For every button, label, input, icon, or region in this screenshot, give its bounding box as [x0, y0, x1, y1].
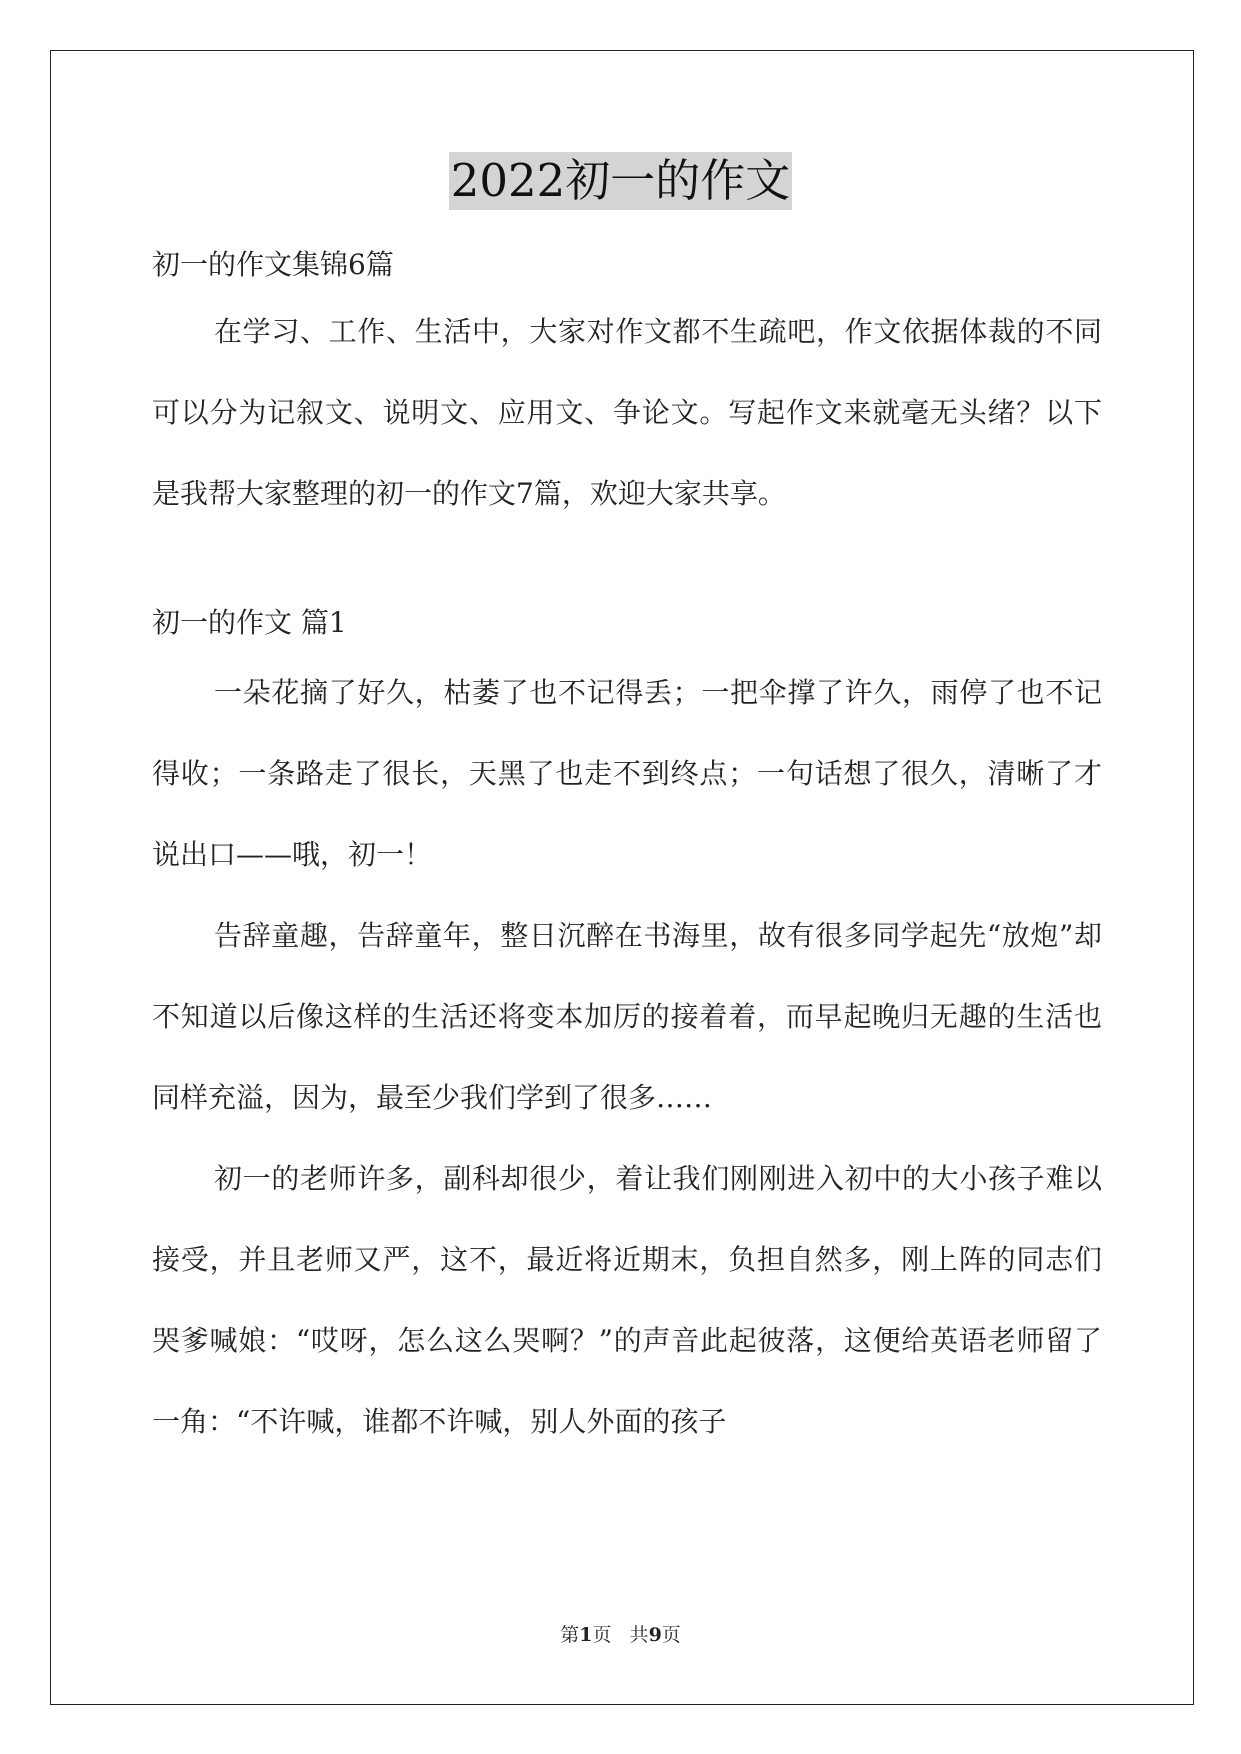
- title-area: [0, 152, 1241, 210]
- footer-page-number: 1: [579, 1624, 593, 1646]
- footer-prefix: 第: [560, 1624, 580, 1646]
- body-paragraph: 一朵花摘了好久，枯萎了也不记得丢；一把伞撑了许久，雨停了也不记得收；一条路走了很长，天黑了也走不到终点；一句话想了很久，清晰了才说出口——哦，初一！: [152, 676, 1102, 871]
- body-paragraph: 初一的老师许多，副科却很少，着让我们刚刚进入初中的大小孩子难以接受，并且老师又严，这不，最近将近期末，负担自然多，刚上阵的同志们哭爹喊娘：“哎呀，怎么这么哭啊？”的声音此起彼落，这便给英语老师留了一角：“不许喊，谁都不许喊，别人外面的孩子: [152, 1162, 1102, 1438]
- intro-paragraph: 在学习、工作、生活中，大家对作文都不生疏吧，作文依据体裁的不同可以分为记叙文、说明文、应用文、争论文。写起作文来就毫无头绪？以下是我帮大家整理的初一的作文7篇，欢迎大家共享。: [152, 315, 1102, 510]
- document-title: 2022初一的作文: [449, 152, 793, 210]
- document-subtitle: 初一的作文集锦6篇: [152, 248, 394, 281]
- body-paragraph: 告辞童趣，告辞童年，整日沉醉在书海里，故有很多同学起先“放炮”却不知道以后像这样的生活还将变本加厉的接着着，而早起晚归无趣的生活也同样充溢，因为，最至少我们学到了很多……: [152, 919, 1102, 1114]
- section-heading: 初一的作文 篇1: [152, 606, 347, 639]
- footer-total-pages: 9: [648, 1624, 662, 1646]
- footer-mid: 页 共: [592, 1624, 649, 1646]
- intro-paragraph-block: [152, 291, 1102, 534]
- footer-suffix: 页: [661, 1624, 681, 1646]
- section-body: [152, 652, 1102, 1462]
- page-footer: [0, 1620, 1241, 1647]
